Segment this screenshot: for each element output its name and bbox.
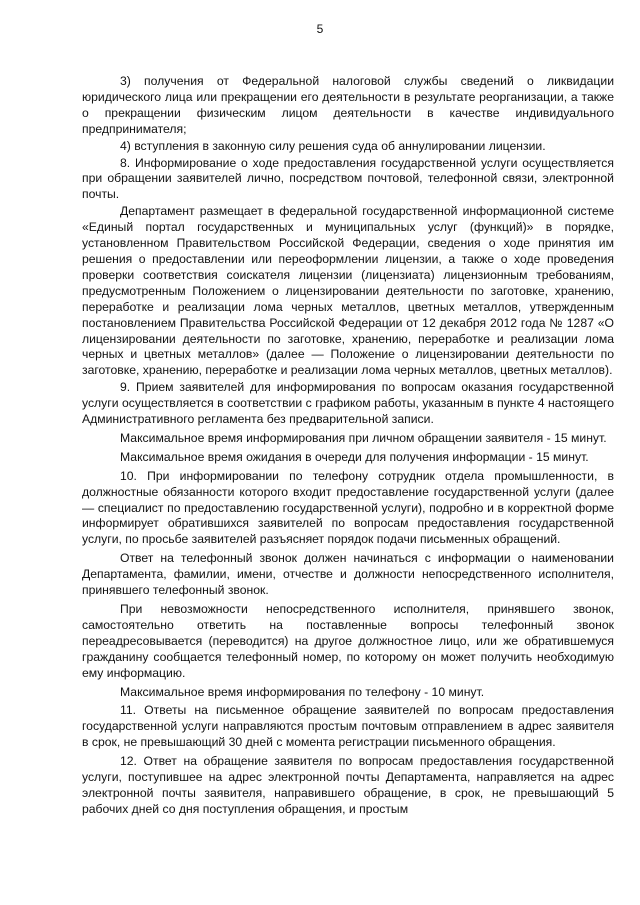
- document-body: [82, 74, 614, 819]
- paragraph-phone-answer: Ответ на телефонный звонок должен начинаться с информации о наименовании Департамента, фамилии, имени, отчестве и должности непосредственного исполнителя, принявшего телефонный звонок.: [82, 551, 614, 598]
- paragraph-item-4: 4) вступления в законную силу решения суда об аннулировании лицензии.: [120, 138, 546, 153]
- paragraph-section-10: 10. При информировании по телефону сотрудник отдела промышленности, в должностные обязанности которого входит предоставление государственной услуги (далее — специалист по предоставлению государственной услуги), подробно и в корректной форме информирует обратившихся заявителей по вопросам предоставления государственной услуги, по просьбе заявителей разъясняет порядок подачи письменных обращений.: [82, 468, 614, 547]
- paragraph-max-wait-time: Максимальное время ожидания в очереди для получения информации - 15 минут.: [120, 449, 589, 464]
- paragraph-section-11: 11. Ответы на письменное обращение заявителей по вопросам предоставления государственной услуги направляются простым почтовым отправлением в адрес заявителя в срок, не превышающий 30 дней с момента регистрации письменного обращения.: [82, 703, 614, 750]
- page-number: 5: [316, 22, 324, 36]
- paragraph-department-info: Департамент размещает в федеральной государственной информационной системе «Единый портал государственных и муниципальных услуг (функций)» в порядке, установленном Правительством Российской Федерации, сведения о ходе принятия им решения о предоставлении или переоформлении лицензии, а также о ходе проведения проверки соответствия соискателя лицензии (лицензиата) лицензионным требованиям, предусмотренным Положением о лицензировании деятельности по заготовке, хранению, переработке и реализации лома черных металлов, цветных металлов, утвержденным постановлением Правительства Российской Федерации от 12 декабря 2012 года № 1287 «О лицензировании деятельности по заготовке, хранению, переработке и реализации лома черных и цветных металлов» (далее — Положение о лицензировании деятельности по заготовке, хранению, переработке и реализации лома черных металлов, цветных металлов).: [82, 204, 614, 378]
- paragraph-section-12: 12. Ответ на обращение заявителя по вопросам предоставления государственной услуги, поступившее на адрес электронной почты Департамента, направляется на адрес электронной почты заявителя, направившего обращение, в срок, не превышающий 5 рабочих дней со дня поступления обращения, и простым: [82, 754, 614, 816]
- paragraph-item-3: 3) получения от Федеральной налоговой службы сведений о ликвидации юридического лица или прекращении его деятельности в результате реорганизации, а также о прекращении физическим лицом деятельности в качестве индивидуального предпринимателя;: [82, 74, 614, 136]
- paragraph-section-9: 9. Прием заявителей для информирования по вопросам оказания государственной услуги осуществляется в соответствии с графиком работы, указанным в пункте 4 настоящего Административного регламента без предварительной записи.: [82, 380, 614, 427]
- paragraph-phone-redirect: При невозможности непосредственного исполнителя, принявшего звонок, самостоятельно ответить на поставленные вопросы телефонный звонок переадресовывается (переводится) на другое должностное лицо, или же обратившемуся гражданину сообщается телефонный номер, по которому он может получить необходимую ему информацию.: [82, 602, 614, 680]
- paragraph-max-time-phone: Максимальное время информирования по телефону - 10 минут.: [120, 684, 485, 699]
- paragraph-max-time-personal: Максимальное время информирования при личном обращении заявителя - 15 минут.: [120, 430, 607, 445]
- paragraph-section-8: 8. Информирование о ходе предоставления государственной услуги осуществляется при обращении заявителей лично, посредством почтовой, телефонной связи, электронной почты.: [82, 155, 614, 202]
